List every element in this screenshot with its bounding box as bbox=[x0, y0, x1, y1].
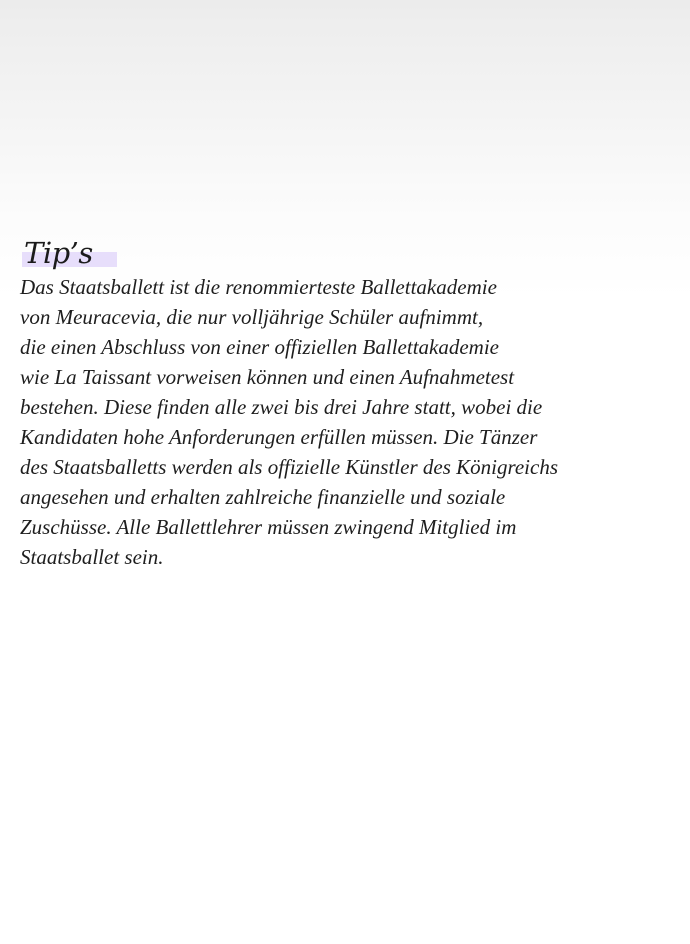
paragraph-line: wie La Taissant vorweisen können und einen Aufnahmetest bbox=[20, 365, 515, 389]
tips-paragraph bbox=[20, 272, 670, 572]
heading-wrap bbox=[22, 236, 93, 272]
paragraph-line: von Meuracevia, die nur volljährige Schüler aufnimmt, bbox=[20, 305, 484, 329]
tips-section bbox=[20, 236, 670, 572]
paragraph-line: angesehen und erhalten zahlreiche finanzielle und soziale bbox=[20, 485, 506, 509]
paragraph-line: bestehen. Diese finden alle zwei bis drei Jahre statt, wobei die bbox=[20, 395, 543, 419]
paragraph-line: des Staatsballetts werden als offizielle Künstler des Königreichs bbox=[20, 455, 559, 479]
paragraph-line: die einen Abschluss von einer offiziellen Ballettakademie bbox=[20, 335, 499, 359]
paragraph-line: Zuschüsse. Alle Ballettlehrer müssen zwingend Mitglied im bbox=[20, 515, 517, 539]
paragraph-line: Staatsballet sein. bbox=[20, 545, 164, 569]
paragraph-line: Kandidaten hohe Anforderungen erfüllen müssen. Die Tänzer bbox=[20, 425, 538, 449]
section-heading: Tip’s bbox=[24, 236, 93, 270]
paragraph-line: Das Staatsballett ist die renommierteste Ballettakademie bbox=[20, 275, 497, 299]
